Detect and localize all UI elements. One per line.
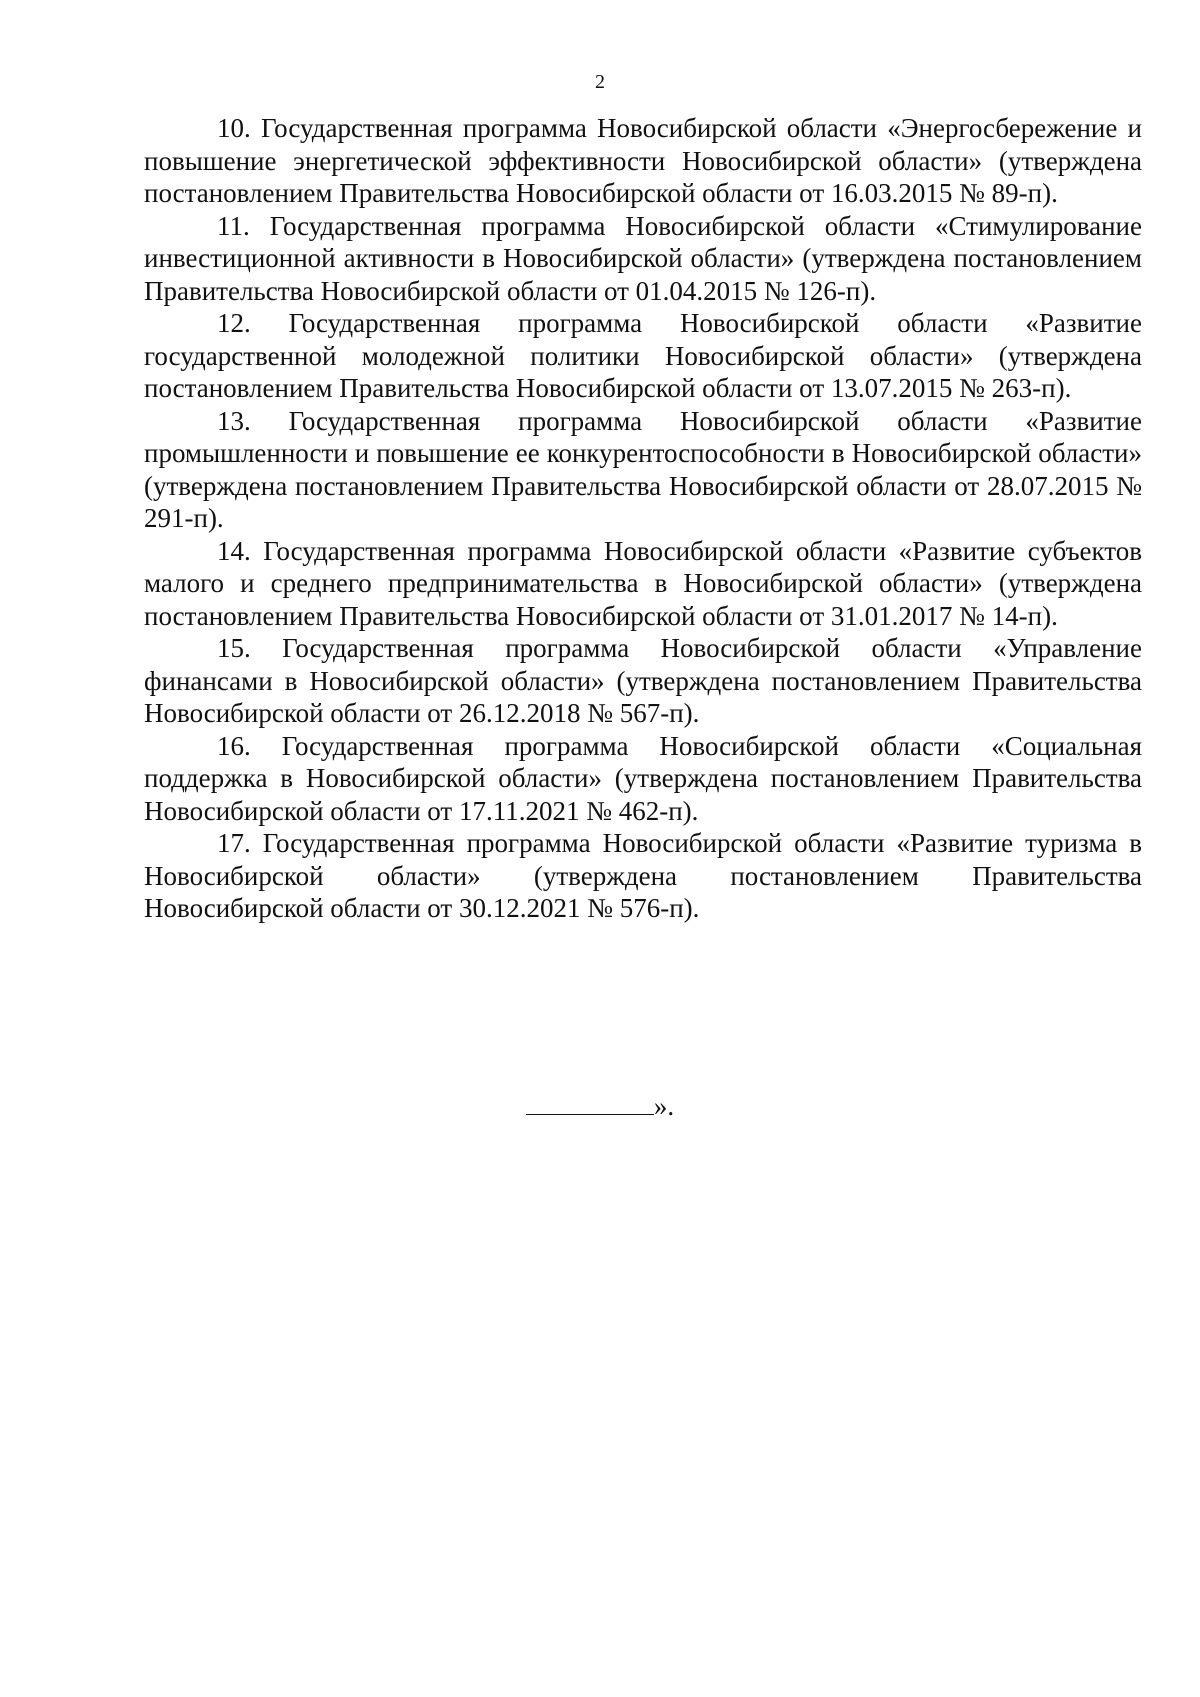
program-item-17: 17. Государственная программа Новосибирской области «Развитие туризма в Новосибирской области» (утверждена постановлением Правительства Новосибирской области от 30.12.2021 № 576-п). [144,828,1142,923]
program-item-15: 15. Государственная программа Новосибирской области «Управление финансами в Новосибирской области» (утверждена постановлением Правительства Новосибирской области от 26.12.2018 № 567-п). [144,633,1142,728]
program-item-14: 14. Государственная программа Новосибирской области «Развитие субъектов малого и среднего предпринимательства в Новосибирской области» (утверждена постановлением Правительства Новосибирской области от 31.01.2017 № 14-п). [144,535,1142,631]
program-item-13: 13. Государственная программа Новосибирской области «Развитие промышленности и повышение ее конкурентоспособности в Новосибирской области» (утверждена постановлением Правительства Новосибирской области от 28.07.2015 № 291-п). [144,405,1142,533]
closing-mark [0,1090,1200,1122]
document-body [144,112,1142,925]
program-item-12: 12. Государственная программа Новосибирской области «Развитие государственной молодежной политики Новосибирской области» (утверждена постановлением Правительства Новосибирской области от 13.07.2015 № 263-п). [144,308,1142,403]
program-item-11: 11. Государственная программа Новосибирской области «Стимулирование инвестиционной активности в Новосибирской области» (утверждена постановлением Правительства Новосибирской области от 01.04.2015 № 126-п). [144,210,1142,306]
page-number: 2 [595,71,605,93]
program-item-16: 16. Государственная программа Новосибирской области «Социальная поддержка в Новосибирской области» (утверждена постановлением Правительства Новосибирской области от 17.11.2021 № 462-п). [144,730,1142,826]
closing-underline [526,1092,654,1115]
closing-quote: ». [653,1091,675,1121]
program-item-10: 10. Государственная программа Новосибирской области «Энергосбережение и повышение энергетической эффективности Новосибирской области» (утверждена постановлением Правительства Новосибирской области от 16.03.2015 № 89-п). [144,113,1142,208]
